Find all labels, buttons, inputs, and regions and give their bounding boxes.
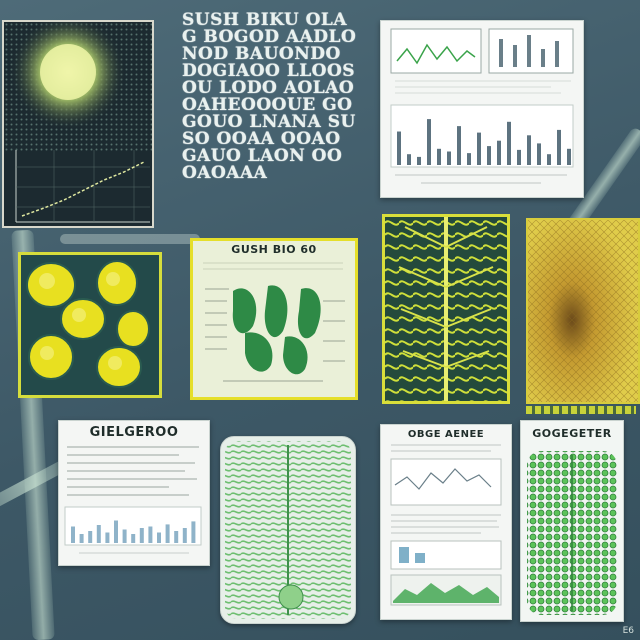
bar: [567, 149, 571, 165]
yellow-cells-panel: [18, 252, 162, 398]
bar: [183, 528, 187, 543]
bar: [157, 533, 161, 544]
bar: [447, 152, 451, 166]
bar: [88, 531, 92, 543]
bar: [457, 126, 461, 165]
bar: [191, 521, 195, 543]
bar: [467, 153, 471, 165]
green-texture-title: GOGEGETER: [532, 427, 612, 440]
chart-card-top-right: [380, 20, 584, 198]
chart-card-bottom-left-title: GIELGEROO: [89, 425, 179, 440]
fern-leaf-figure: [221, 437, 355, 623]
bar: [114, 521, 118, 544]
bar: [547, 154, 551, 165]
microscopy-panel: [2, 20, 154, 228]
radial-texture-caption-strip: [526, 406, 636, 414]
radial-texture-figure: [528, 220, 638, 402]
chart-card-figure: [381, 21, 583, 197]
bar: [557, 130, 561, 165]
leaf-diagram-figure: [193, 241, 355, 397]
bar: [497, 141, 501, 165]
document-chart-title: OBGE AENEE: [407, 429, 485, 440]
bar: [517, 150, 521, 165]
yellow-cells-figure: [21, 255, 159, 395]
bar: [537, 143, 541, 165]
bar: [407, 154, 411, 165]
bar: [131, 534, 135, 543]
bar: [437, 149, 441, 165]
bar: [174, 531, 178, 543]
background-stem-mid: [60, 234, 200, 244]
document-chart-figure: [381, 425, 511, 619]
bar: [148, 527, 152, 544]
bar: [507, 122, 511, 165]
green-texture-figure: [521, 421, 623, 621]
microscopy-figure: [4, 22, 152, 226]
chart-card-bottom-left: [58, 420, 210, 566]
leaf-diagram-card: [190, 238, 358, 400]
bar: [487, 146, 491, 165]
bar: [427, 119, 431, 165]
bar: [123, 530, 127, 544]
bar: [80, 534, 84, 543]
vein-texture-panel: [382, 214, 510, 404]
document-chart-card: [380, 424, 512, 620]
radial-texture-panel: [526, 218, 640, 404]
bar: [105, 533, 109, 544]
bar: [527, 135, 531, 165]
bar: [71, 527, 75, 544]
garbled-text-block: SUSH BIKU OLAG BOGOD AADLONOD BAUONDO DOGIAOO LLOOSOU LODO AOLAO OAHEOOOUE GOGOUO LNANA SUSO OOAA OOAO GAUO LAON OO OAOAAA: [182, 12, 357, 183]
green-texture-card: [520, 420, 624, 622]
leaf-diagram-title: GUSH BIO 60: [231, 243, 317, 256]
bar: [166, 524, 170, 543]
bar: [97, 525, 101, 543]
vein-texture-figure: [385, 217, 507, 401]
fern-leaf-card: [220, 436, 356, 624]
chart-card-bottom-left-figure: [59, 421, 209, 565]
bar: [140, 528, 144, 543]
bar: [477, 133, 481, 165]
signature: E6: [622, 626, 634, 636]
bar: [417, 157, 421, 165]
bar: [397, 132, 401, 165]
